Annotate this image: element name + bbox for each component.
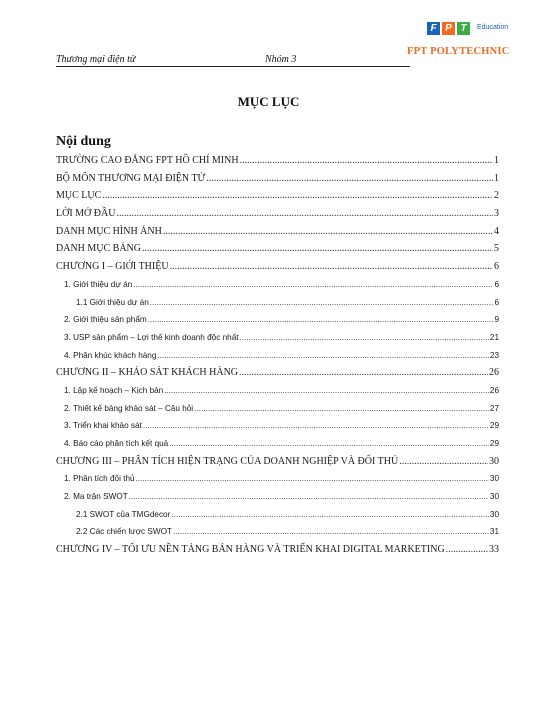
- logo-brand-text: FPT POLYTECHNIC: [407, 46, 510, 57]
- toc-entry-title: 1. Phân tích đối thủ: [64, 474, 135, 484]
- toc-entry-page: 1: [494, 172, 499, 184]
- toc-leader-dots: [194, 400, 489, 418]
- toc-entry-title: DANH MỤC HÌNH ẢNH: [56, 225, 162, 237]
- toc-entry[interactable]: [56, 170, 499, 188]
- toc-leader-dots: [164, 382, 489, 400]
- toc-entry-title: 2. Giới thiệu sản phẩm: [64, 315, 147, 325]
- toc-entry-page: 1: [494, 155, 499, 166]
- toc-entry[interactable]: [56, 453, 499, 471]
- toc-entry[interactable]: [56, 488, 499, 506]
- fpt-squares: [427, 22, 470, 35]
- toc-leader-dots: [171, 506, 489, 524]
- header-group: Nhóm 3: [265, 54, 297, 65]
- toc-entry-page: 6: [494, 279, 499, 289]
- toc-entry[interactable]: [56, 187, 499, 205]
- toc-entry[interactable]: [56, 470, 499, 488]
- toc-leader-dots: [239, 364, 488, 382]
- toc-entry[interactable]: [56, 523, 499, 541]
- toc-leader-dots: [143, 417, 489, 435]
- toc-entry-title: 2.2 Các chiến lược SWOT: [76, 527, 172, 537]
- toc-leader-dots: [206, 170, 493, 188]
- toc-leader-dots: [399, 453, 488, 471]
- toc-entry-page: 27: [489, 403, 499, 413]
- toc-leader-dots: [142, 240, 493, 258]
- fpt-polytechnic-logo: [405, 18, 515, 62]
- toc-entry[interactable]: [56, 506, 499, 524]
- toc-leader-dots: [170, 258, 493, 276]
- toc-entry[interactable]: [56, 382, 499, 400]
- toc-leader-dots: [129, 488, 489, 506]
- toc-entry-title: 2. Ma trận SWOT: [64, 492, 128, 502]
- toc-entry-page: 3: [494, 208, 499, 220]
- toc-entry-page: 26: [489, 385, 499, 395]
- toc-entry-page: 26: [489, 367, 499, 379]
- toc-entry-page: 6: [494, 297, 499, 307]
- toc-entry[interactable]: [56, 311, 499, 329]
- toc-entry[interactable]: [56, 152, 499, 170]
- toc-leader-dots: [133, 276, 493, 294]
- toc-entry[interactable]: [56, 417, 499, 435]
- toc-entry-title: 2. Thiết kế bảng khảo sát – Câu hỏi: [64, 403, 194, 413]
- toc-entry-page: 4: [494, 225, 499, 237]
- header-divider: [56, 66, 410, 67]
- toc-leader-dots: [169, 435, 489, 453]
- toc-entry-title: CHƯƠNG II – KHẢO SÁT KHÁCH HÀNG: [56, 367, 239, 379]
- toc-entry-page: 29: [489, 439, 499, 448]
- toc-entry-title: TRƯỜNG CAO ĐẲNG FPT HỒ CHÍ MINH: [56, 155, 239, 166]
- toc-leader-dots: [446, 541, 488, 559]
- toc-entry-title: 1.1 Giới thiệu dự án: [76, 297, 149, 307]
- table-of-contents: [56, 152, 499, 559]
- toc-leader-dots: [240, 152, 493, 170]
- logo-letter-f: F: [427, 22, 440, 35]
- toc-entry[interactable]: [56, 400, 499, 418]
- toc-entry-title: 1. Giới thiệu dự án: [64, 279, 133, 289]
- toc-entry-title: MỤC LỤC: [56, 190, 102, 202]
- toc-entry[interactable]: [56, 258, 499, 276]
- toc-leader-dots: [102, 187, 493, 205]
- toc-entry[interactable]: [56, 541, 499, 559]
- toc-entry-title: LỜI MỞ ĐẦU: [56, 208, 116, 220]
- toc-entry-title: 2.1 SWOT của TMGdecor: [76, 509, 171, 519]
- toc-entry-title: 3. USP sản phẩm – Lợi thế kinh doanh độc nhất: [64, 332, 239, 342]
- toc-entry-page: 29: [489, 421, 499, 431]
- toc-entry[interactable]: [56, 347, 499, 365]
- toc-entry[interactable]: [56, 294, 499, 312]
- toc-entry-page: 30: [489, 455, 499, 467]
- toc-entry-title: BỘ MÔN THƯƠNG MẠI ĐIỆN TỬ: [56, 172, 206, 184]
- toc-leader-dots: [116, 205, 493, 223]
- toc-entry-page: 23: [489, 350, 499, 360]
- toc-entry[interactable]: [56, 435, 499, 453]
- toc-leader-dots: [163, 223, 493, 241]
- toc-leader-dots: [150, 294, 494, 312]
- toc-leader-dots: [157, 347, 488, 365]
- toc-leader-dots: [173, 523, 489, 541]
- toc-entry-title: 1. Lập kế hoạch – Kịch bản: [64, 385, 164, 395]
- toc-entry-title: DANH MỤC BẢNG: [56, 243, 142, 255]
- toc-entry-title: 4. Phân khúc khách hàng: [64, 350, 157, 360]
- logo-letter-p: P: [442, 22, 455, 35]
- logo-letter-t: T: [457, 22, 470, 35]
- toc-leader-dots: [240, 329, 489, 347]
- toc-entry[interactable]: [56, 223, 499, 241]
- toc-entry-page: 21: [489, 332, 499, 342]
- toc-entry-title: CHƯƠNG III – PHÂN TÍCH HIỆN TRẠNG CỦA DOANH NGHIỆP VÀ ĐỐI THỦ: [56, 455, 399, 467]
- content-heading: Nội dung: [56, 134, 111, 149]
- toc-entry-title: CHƯƠNG I – GIỚI THIỆU: [56, 261, 169, 273]
- toc-entry-page: 33: [489, 544, 499, 556]
- toc-entry-title: CHƯƠNG IV – TỐI ƯU NỀN TẢNG BÁN HÀNG VÀ TRIỂN KHAI DIGITAL MARKETING: [56, 544, 445, 556]
- toc-entry-page: 30: [489, 492, 499, 502]
- toc-entry[interactable]: [56, 240, 499, 258]
- toc-entry-page: 5: [494, 243, 499, 255]
- toc-entry[interactable]: [56, 276, 499, 294]
- toc-entry-page: 6: [494, 261, 499, 273]
- toc-leader-dots: [136, 470, 489, 488]
- toc-entry[interactable]: [56, 364, 499, 382]
- header-subject: Thương mại điện tử: [56, 54, 136, 65]
- toc-entry-page: 2: [494, 190, 499, 202]
- toc-entry-page: 31: [489, 527, 499, 537]
- toc-entry[interactable]: [56, 205, 499, 223]
- toc-entry-page: 30: [489, 509, 499, 519]
- toc-leader-dots: [148, 311, 494, 329]
- toc-entry-page: 9: [494, 315, 499, 325]
- toc-entry[interactable]: [56, 329, 499, 347]
- page-title: MỤC LỤC: [237, 94, 300, 109]
- logo-education-text: Education: [477, 24, 509, 31]
- toc-entry-page: 30: [489, 474, 499, 484]
- toc-entry-title: 3. Triển khai khảo sát: [64, 421, 142, 431]
- toc-entry-title: 4. Báo cáo phân tích kết quả: [64, 439, 169, 448]
